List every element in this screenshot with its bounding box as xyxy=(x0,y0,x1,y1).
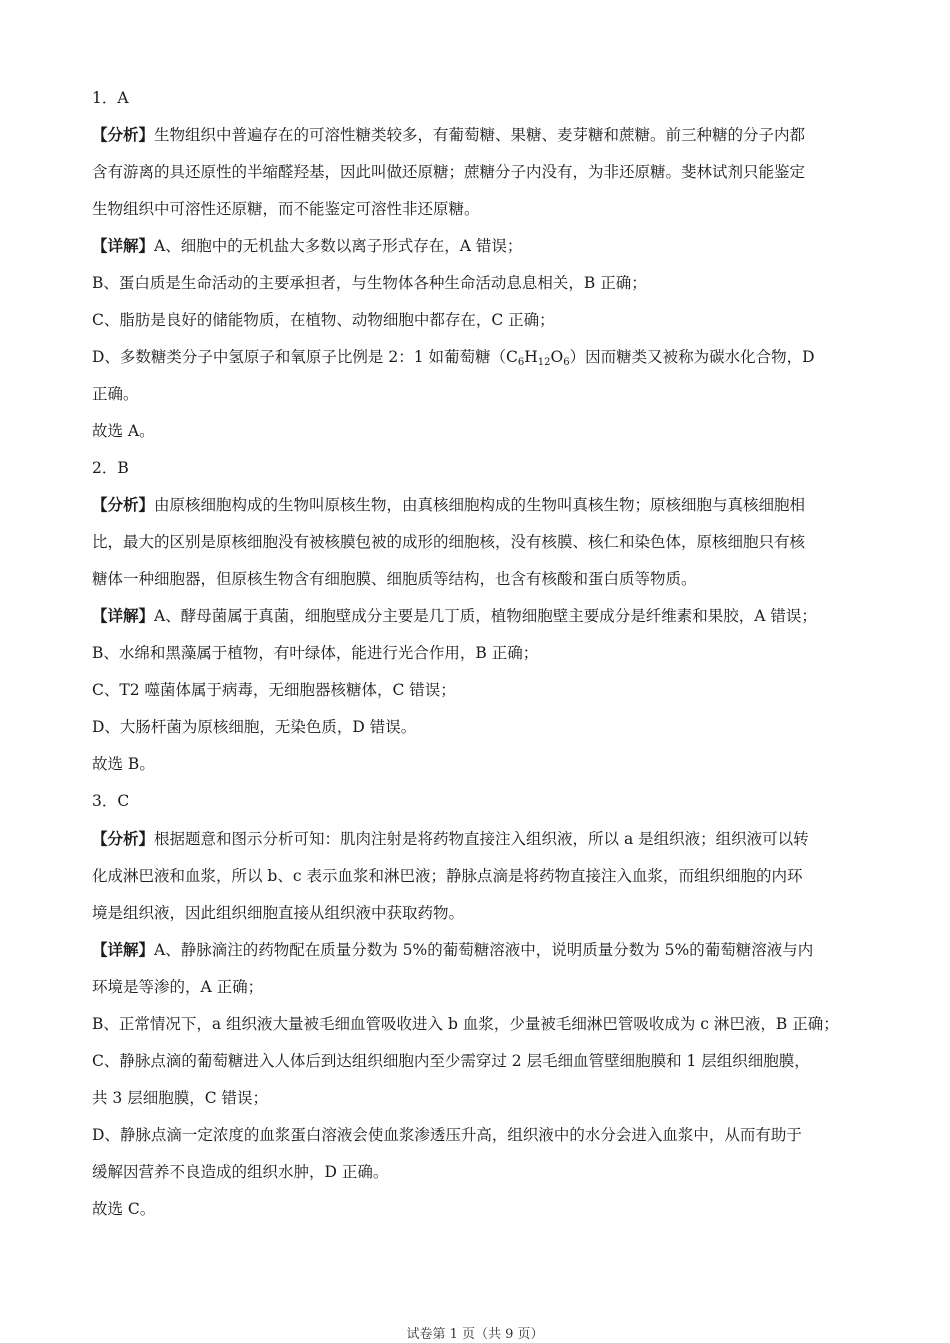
q1-detail-line-5: 正确。 xyxy=(92,385,139,403)
q3-detail-line-1 xyxy=(92,940,892,960)
q2-heading: 2．B xyxy=(92,459,129,477)
q1-answer: 故选 A。 xyxy=(92,422,155,440)
q3-analysis-line-1 xyxy=(92,829,892,849)
q2-detail-text-1: A、酵母菌属于真菌，细胞壁成分主要是几丁质，植物细胞壁主要成分是纤维素和果胶，A 错误； xyxy=(154,607,817,625)
q2-analysis-line-1 xyxy=(92,495,892,515)
q3-answer: 故选 C。 xyxy=(92,1200,156,1218)
q3-detail-line-2: 环境是等渗的，A 正确； xyxy=(92,978,264,996)
q2-analysis-line-3: 糖体一种细胞器，但原核生物含有细胞膜、细胞质等结构，也含有核酸和蛋白质等物质。 xyxy=(92,570,697,588)
q3-analysis-tag: 【分析】 xyxy=(92,829,155,848)
q1-formula-sub-2: 12 xyxy=(537,357,551,367)
page-footer: 试卷第 1 页（共 9 页） xyxy=(406,1327,544,1342)
q1-detail-text-1: A、细胞中的无机盐大多数以离子形式存在，A 错误； xyxy=(154,237,523,255)
q1-analysis-line-3: 生物组织中可溶性还原糖，而不能鉴定可溶性非还原糖。 xyxy=(92,200,480,218)
q1-detail-line-3: C、脂肪是良好的储能物质，在植物、动物细胞中都存在，C 正确； xyxy=(92,311,555,329)
q1-analysis-line-2: 含有游离的具还原性的半缩醛羟基，因此叫做还原糖；蔗糖分子内没有，为非还原糖。斐林试剂只能鉴定 xyxy=(92,163,806,181)
q2-analysis-tag: 【分析】 xyxy=(92,495,155,514)
q3-heading: 3．C xyxy=(92,792,130,810)
q1-formula-sub-1: 6 xyxy=(517,357,525,367)
q2-detail-line-2: B、水绵和黑藻属于植物，有叶绿体，能进行光合作用，B 正确； xyxy=(92,644,539,662)
q1-detail-tag: 【详解】 xyxy=(92,236,155,255)
q1-formula-h: H xyxy=(524,348,538,366)
q1-detail-line-2: B、蛋白质是生命活动的主要承担者，与生物体各种生命活动息息相关，B 正确； xyxy=(92,274,647,292)
q2-answer: 故选 B。 xyxy=(92,755,155,773)
q3-detail-tag: 【详解】 xyxy=(92,940,155,959)
q1-detail-text-4b: ）因而糖类又被称为碳水化合物，D xyxy=(569,348,815,366)
q1-detail-text-4a: D、多数糖类分子中氢原子和氧原子比例是 2：1 如葡萄糖（C xyxy=(92,348,518,366)
q2-detail-line-4: D、大肠杆菌为原核细胞，无染色质，D 错误。 xyxy=(92,718,417,736)
q2-analysis-line-2: 比，最大的区别是原核细胞没有被核膜包被的成形的细胞核，没有核膜、核仁和染色体，原核细胞只有核 xyxy=(92,533,806,551)
q1-detail-line-4 xyxy=(92,347,892,367)
q2-detail-line-3: C、T2 噬菌体属于病毒，无细胞器核糖体，C 错误； xyxy=(92,681,456,699)
q3-detail-line-7: 缓解因营养不良造成的组织水肿，D 正确。 xyxy=(92,1163,389,1181)
q3-analysis-line-3: 境是组织液，因此组织细胞直接从组织液中获取药物。 xyxy=(92,904,465,922)
q1-formula-sub-3: 6 xyxy=(563,357,570,367)
q2-analysis-text-1: 由原核细胞构成的生物叫原核生物，由真核细胞构成的生物叫真核生物；原核细胞与真核细胞相 xyxy=(154,496,806,514)
q1-analysis-tag: 【分析】 xyxy=(92,125,155,144)
q1-detail-line-1 xyxy=(92,236,892,256)
q2-detail-tag: 【详解】 xyxy=(92,606,155,625)
q3-detail-text-1: A、静脉滴注的药物配在质量分数为 5%的葡萄糖溶液中，说明质量分数为 5%的葡萄糖溶液与内 xyxy=(154,941,814,959)
q1-analysis-text-1: 生物组织中普遍存在的可溶性糖类较多，有葡萄糖、果糖、麦芽糖和蔗糖。前三种糖的分子内都 xyxy=(154,126,806,144)
q1-formula-o: O xyxy=(550,348,564,366)
q1-heading: 1．A xyxy=(92,89,129,107)
q3-detail-line-5: 共 3 层细胞膜，C 错误； xyxy=(92,1089,269,1107)
q3-analysis-line-2: 化成淋巴液和血浆，所以 b、c 表示血浆和淋巴液；静脉点滴是将药物直接注入血浆，而组织细胞的内环 xyxy=(92,867,803,885)
q3-detail-line-6: D、静脉点滴一定浓度的血浆蛋白溶液会使血浆渗透压升高，组织液中的水分会进入血浆中，从而有助于 xyxy=(92,1126,802,1144)
q3-analysis-text-1: 根据题意和图示分析可知：肌肉注射是将药物直接注入组织液，所以 a 是组织液；组织液可以转 xyxy=(154,830,809,848)
q2-detail-line-1 xyxy=(92,606,892,626)
q3-detail-line-4: C、静脉点滴的葡萄糖进入人体后到达组织细胞内至少需穿过 2 层毛细血管壁细胞膜和 1 层组织细胞膜， xyxy=(92,1052,810,1070)
q3-detail-line-3: B、正常情况下，a 组织液大量被毛细血管吸收进入 b 血浆，少量被毛细淋巴管吸收成为 c 淋巴液，B 正确； xyxy=(92,1015,839,1033)
q1-analysis-line-1 xyxy=(92,125,892,145)
